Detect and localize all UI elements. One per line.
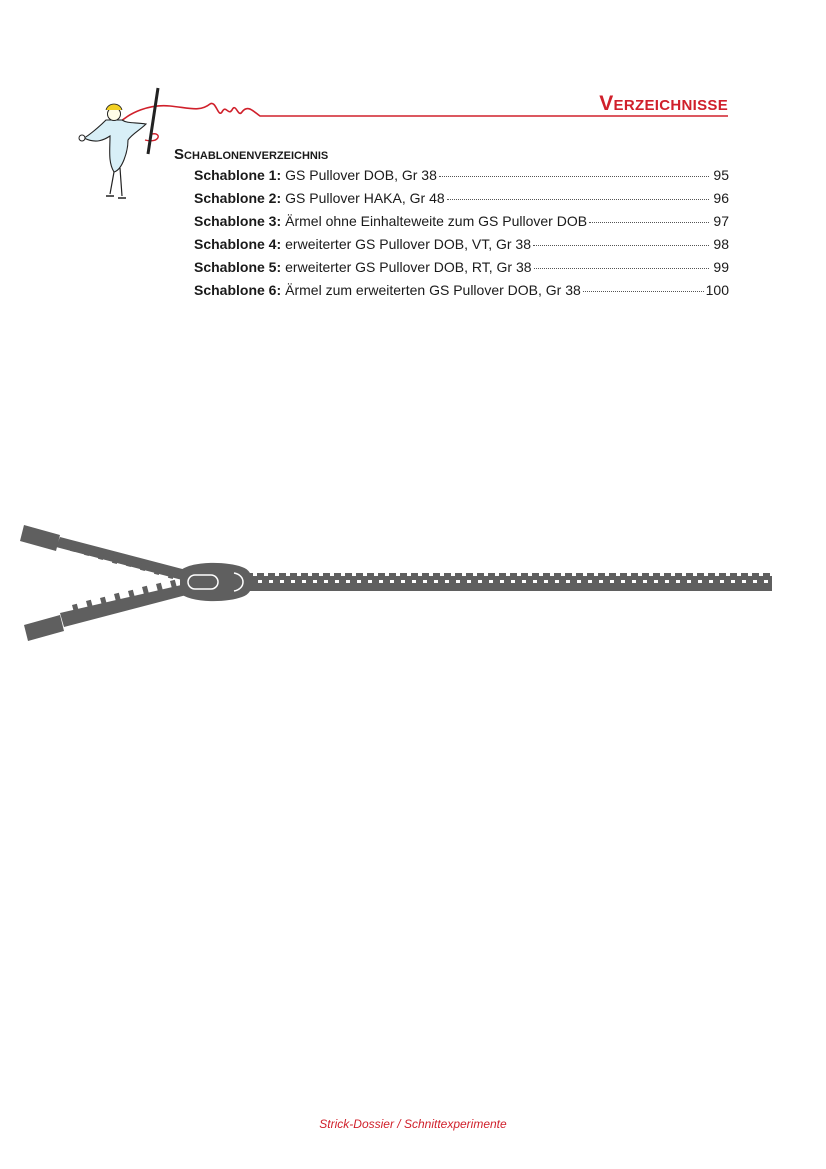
toc-entry-title: Ärmel ohne Einhalteweite zum GS Pullover DOB [285,213,588,229]
toc-entry-page: 98 [713,236,729,252]
toc-entry-title: GS Pullover DOB, Gr 38 [285,167,437,183]
dot-leader [534,268,709,269]
figure-dress [84,120,146,172]
toc-entry-label: Schablone 4: [194,236,282,252]
zipper-slider [180,563,253,601]
toc-entry-label: Schablone 1: [194,167,282,183]
toc-entry-label: Schablone 6: [194,282,282,298]
toc-entry-label: Schablone 5: [194,259,282,275]
dot-leader [533,245,709,246]
toc-entry-page: 95 [713,167,729,183]
toc-entry-label: Schablone 3: [194,213,282,229]
dot-leader [583,291,704,292]
zipper-lower-strip [24,580,194,641]
toc-entry-label: Schablone 2: [194,190,282,206]
toc-entry[interactable] [194,236,729,259]
toc-entry[interactable] [194,167,729,190]
zipper-closed-teeth [235,573,772,591]
toc-entry-title: erweiterter GS Pullover DOB, VT, Gr 38 [285,236,531,252]
toc-entry-title: erweiterter GS Pullover DOB, RT, Gr 38 [285,259,532,275]
toc-entry-page: 97 [713,213,729,229]
toc-entry[interactable] [194,190,729,213]
toc-entry[interactable] [194,213,729,236]
toc-heading: Schablonenverzeichnis [174,146,329,163]
toc-entry[interactable] [194,282,729,305]
dot-leader [439,176,709,177]
footer-text: Strick-Dossier / Schnittexperimente [319,1117,507,1131]
toc-entry-title: Ärmel zum erweiterten GS Pullover DOB, Gr 38 [285,282,581,298]
toc-entry-title: GS Pullover HAKA, Gr 48 [285,190,445,206]
dot-leader [447,199,709,200]
zipper-upper-strip [20,525,190,581]
toc-entry-page: 96 [713,190,729,206]
section-title: Verzeichnisse [599,92,728,115]
dot-leader [589,222,709,223]
zipper-illustration [20,515,780,650]
toc-list [194,167,729,305]
toc-entry-page: 100 [705,282,729,298]
toc-entry-page: 99 [713,259,729,275]
toc-entry[interactable] [194,259,729,282]
